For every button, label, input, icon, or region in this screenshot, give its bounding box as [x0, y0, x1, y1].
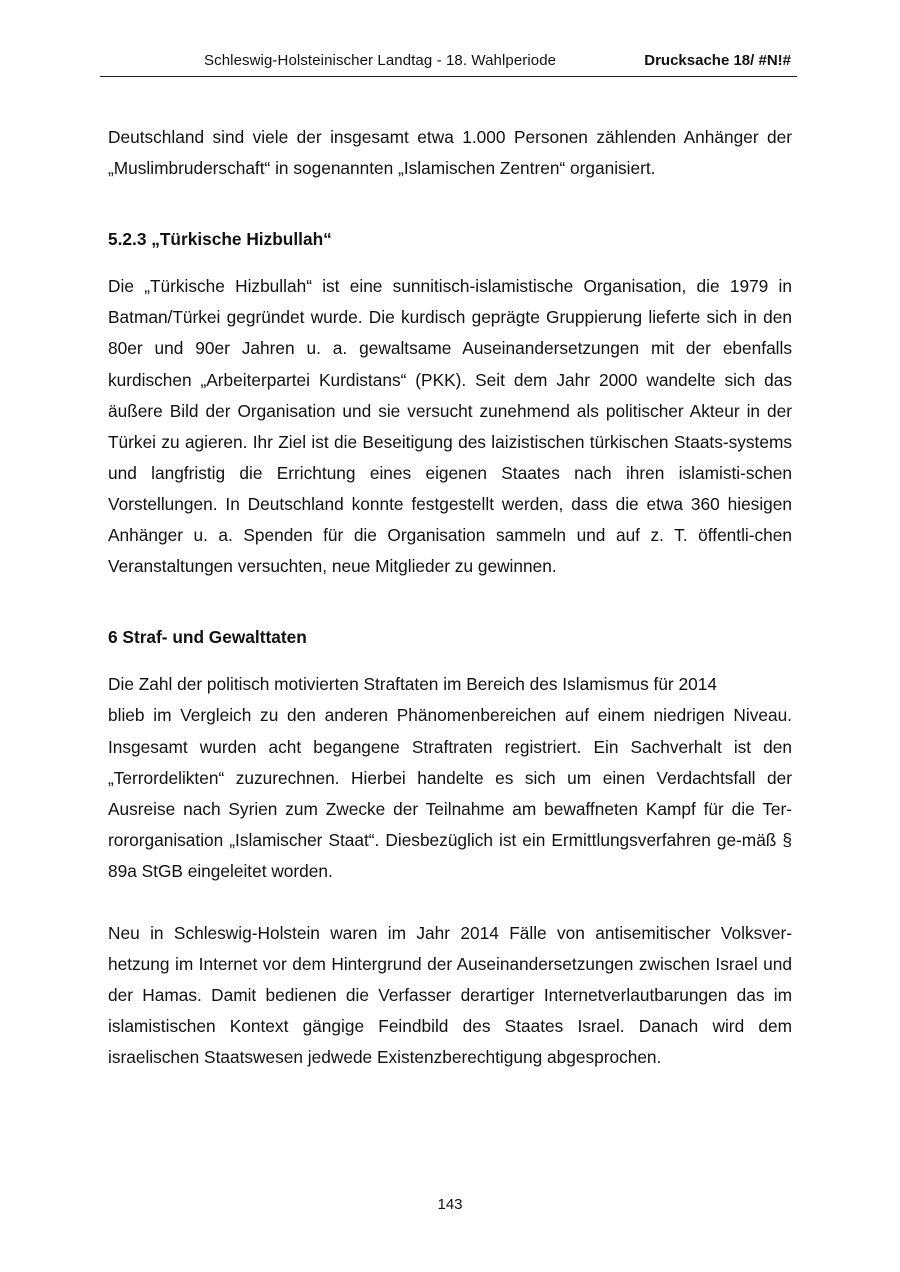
section-6-paragraph-2: Neu in Schleswig-Holstein waren im Jahr 2014 Fälle von antisemitischer Volksver-hetzung im Internet vor dem Hintergrund der Auseinandersetzungen zwischen Israel und der Hamas. Damit bedienen die Verfasser derartiger Internetverlautbarungen das im islamistischen Kontext gängige Feindbild des Staates Israel. Danach wird dem israelischen Staatswesen jedwede Existenzberechtigung abgesprochen.: [108, 922, 792, 1068]
page-header: [100, 50, 797, 77]
section-5-2-3-paragraph: Die „Türkische Hizbullah“ ist eine sunnitisch-islamistische Organisation, die 1979 in Batman/Türkei gegründet wurde. Die kurdisch geprägte Gruppierung lieferte sich in den 80er und 90er Jahren u. a. gewaltsame Auseinandersetzungen mit der ebenfalls kurdischen „Arbeiterpartei Kurdistans“ (PKK). Seit dem Jahr 2000 wandelte sich das äußere Bild der Organisation und sie versucht zunehmend als politischer Akteur in der Türkei zu agieren. Ihr Ziel ist die Beseitigung des laizistischen türkischen Staats-systems und langfristig die Errichtung eines eigenen Staates nach ihren islamisti-schen Vorstellungen. In Deutschland konnte festgestellt werden, dass die etwa 360 hiesigen Anhänger u. a. Spenden für die Organisation sammeln und auf z. T. öffentli-chen Veranstaltungen versuchten, neue Mitglieder zu gewinnen.: [108, 276, 792, 577]
document-reference: Drucksache 18/ #N!#: [644, 52, 791, 69]
document-body: [108, 122, 792, 1073]
page-number: 143: [437, 1196, 463, 1213]
intro-paragraph: Deutschland sind viele der insgesamt etwa 1.000 Personen zählenden Anhänger der „Muslimbruderschaft“ in sogenannten „Islamischen Zentren“ organisiert.: [108, 127, 792, 179]
section-heading-6: 6 Straf- und Gewalttaten: [108, 627, 307, 648]
header-title: Schleswig-Holsteinischer Landtag - 18. Wahlperiode: [204, 52, 557, 69]
section-6-paragraph-1-first-line: Die Zahl der politisch motivierten Straftaten im Bereich des Islamismus für 2014: [108, 674, 717, 695]
section-heading-5-2-3: 5.2.3 „Türkische Hizbullah“: [108, 229, 332, 250]
section-6-paragraph-1: [108, 669, 792, 887]
section-6-paragraph-1-rest: blieb im Vergleich zu den anderen Phänomenbereichen auf einem niedrigen Niveau. Insgesamt wurden acht begangene Straftraten registriert. Ein Sachverhalt ist den „Terrordelikten“ zuzurechnen. Hierbei handelte es sich um einen Verdachtsfall der Ausreise nach Syrien zum Zwecke der Teilnahme am bewaffneten Kampf für die Ter-rororganisation „Islamischer Staat“. Diesbezüglich ist ein Ermittlungsverfahren ge-mäß § 89a StGB eingeleitet worden.: [108, 705, 792, 881]
